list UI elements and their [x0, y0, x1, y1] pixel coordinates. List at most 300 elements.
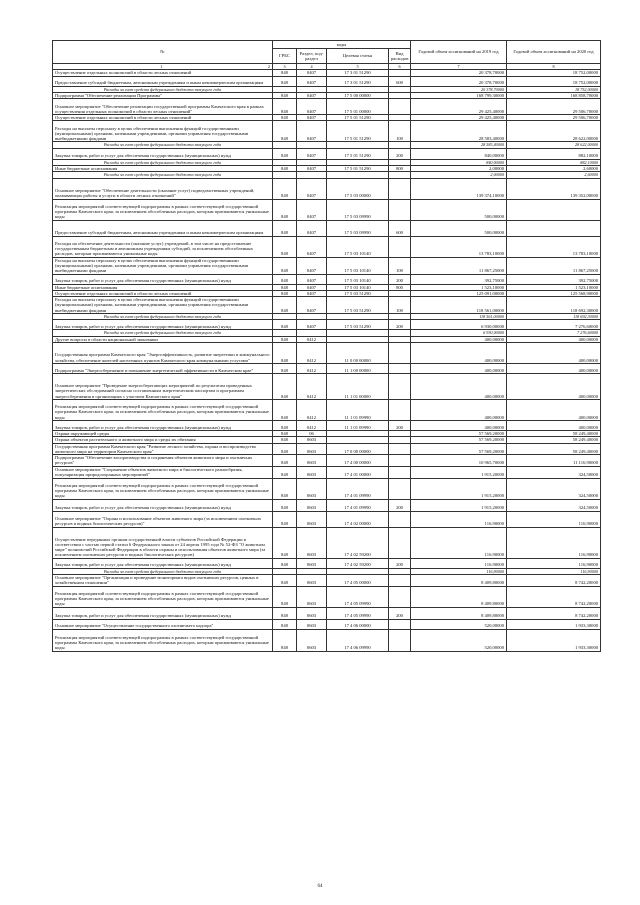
row-name: Расходы на выплаты персоналу в целях обеспечения выполнения функций государственными (муниципальными) органами, казенными учреждениями, органами управления государственными внебюджетными фондами	[53, 121, 273, 142]
row-vid: 100	[389, 257, 411, 274]
row-name: Реализация мероприятий соответствующей подпрограммы в рамках соответствующей государственной программы Камчатского края, за исключением обособленных расходов, которым присваиваются уникальные коды	[53, 629, 273, 651]
row-vid	[389, 99, 411, 115]
table-row	[53, 629, 601, 651]
row-grbs: 848	[273, 527, 297, 558]
row-sum-2019: 8 409,80000	[411, 607, 507, 619]
row-vid	[389, 236, 411, 257]
row-celevaya: 17 5 03 10140	[327, 284, 389, 290]
index-cell: 3	[273, 64, 297, 70]
row-celevaya: 17 5 03 10140	[327, 257, 389, 274]
row-sum-2019: 116,90000	[411, 511, 507, 527]
row-sum-2019: 400,00000	[411, 363, 507, 373]
row-sum-2019: 8 409,80000	[411, 586, 507, 607]
row-vid: 200	[389, 558, 411, 568]
row-sum-2019: 520,00000	[411, 619, 507, 629]
row-grbs: 848	[273, 70, 297, 76]
index-cell: 8	[507, 64, 601, 70]
row-vid	[389, 373, 411, 399]
row-name: Основное мероприятие "Обеспечение деятельности (оказание услуг) подведомственных учреждений, оказывающих работы и услуги в области лесных отношений"	[53, 178, 273, 199]
row-sum-2020: 18 752,00000	[507, 86, 601, 92]
row-sum-2020: 11 867,25000	[507, 257, 601, 274]
row-vid: 200	[389, 499, 411, 511]
row-celevaya: 17 4 05 00000	[327, 575, 389, 587]
row-sum-2019: 139 374,10000	[411, 178, 507, 199]
table-row	[53, 455, 601, 467]
table-row	[53, 178, 601, 199]
row-sum-2019: 125 091,00000	[411, 290, 507, 296]
row-name: Реализация мероприятий соответствующей подпрограммы в рамках соответствующей государственной программы Камчатского края, за исключением обособленных расходов, которым присваиваются уникальные коды	[53, 478, 273, 499]
row-razdel: 0407	[297, 92, 327, 98]
row-celevaya: 17 4 01 00000	[327, 466, 389, 478]
row-celevaya: 17 4 01 09990	[327, 478, 389, 499]
row-sum-2020: 116,90000	[507, 527, 601, 558]
row-razdel: 0407	[297, 76, 327, 86]
row-sum-2020: 18 752,00000	[507, 76, 601, 86]
row-sum-2020: 118 692,30000	[507, 314, 601, 320]
row-grbs: 848	[273, 558, 297, 568]
row-sum-2019: 116,90000	[411, 527, 507, 558]
row-sum-2020: 7 276,60000	[507, 320, 601, 330]
budget-table-page	[52, 40, 600, 652]
header-celevaya: Целевая статья	[327, 49, 389, 64]
row-razdel: 0407	[297, 166, 327, 172]
row-sum-2020: 18 752,00000	[507, 70, 601, 76]
row-grbs: 848	[273, 455, 297, 467]
row-sum-2020: 400,00000	[507, 336, 601, 342]
row-grbs: 848	[273, 320, 297, 330]
table-row	[53, 575, 601, 587]
row-sum-2019: 118 561,00000	[411, 314, 507, 320]
table-row	[53, 466, 601, 478]
row-celevaya: 17 4 06 09990	[327, 629, 389, 651]
row-grbs: 848	[273, 236, 297, 257]
index-cell: 7	[411, 64, 507, 70]
row-name: Расходы за счет средств федерального бюджета текущего года	[53, 86, 273, 92]
row-celevaya: 17 5 03 10140	[327, 274, 389, 284]
row-razdel: 0603	[297, 607, 327, 619]
row-razdel: 0407	[297, 220, 327, 236]
row-sum-2019: 8 409,80000	[411, 575, 507, 587]
row-grbs: 848	[273, 430, 297, 436]
row-name: Закупка товаров, работ и услуг для обеспечения государственных (муниципальных) нужд	[53, 320, 273, 330]
row-grbs: 848	[273, 290, 297, 296]
row-sum-2019: 118 561,00000	[411, 297, 507, 314]
row-razdel: 0603	[297, 437, 327, 443]
row-sum-2019: 1 523,10000	[411, 284, 507, 290]
row-grbs: 848	[273, 336, 297, 342]
table-row	[53, 527, 601, 558]
row-vid	[389, 342, 411, 363]
row-name: Государственная программа Камчатского края "Энергоэффективность, развитие энергетики и коммунального хозяйства, обеспечение жителей населенных пунктов Камчатского края коммунальными услугами"	[53, 342, 273, 363]
row-celevaya: 17 4 01 09990	[327, 499, 389, 511]
row-sum-2020: 58 249,40000	[507, 437, 601, 443]
row-vid	[389, 199, 411, 220]
row-celevaya: 17 4 05 09990	[327, 586, 389, 607]
row-sum-2019: 10 965,70000	[411, 455, 507, 467]
row-razdel: 0407	[297, 320, 327, 330]
row-name: Осуществление отдельных полномочий в области лесных отношений	[53, 70, 273, 76]
row-sum-2020: 324,50000	[507, 466, 601, 478]
table-row	[53, 320, 601, 330]
row-sum-2019: 29 425,40000	[411, 115, 507, 121]
row-vid: 200	[389, 274, 411, 284]
row-name: Государственная программа Камчатского края "Развитие лесного хозяйства, охрана и воспроизводство животного мира на территории Камчатского края"	[53, 443, 273, 455]
row-vid	[389, 478, 411, 499]
row-razdel: 0407	[297, 284, 327, 290]
row-grbs: 848	[273, 607, 297, 619]
row-sum-2020: 168 858,70000	[507, 92, 601, 98]
row-razdel: 0603	[297, 478, 327, 499]
row-sum-2019: 400,00000	[411, 336, 507, 342]
row-vid: 600	[389, 220, 411, 236]
row-name: Закупка товаров, работ и услуг для обеспечения государственных (муниципальных) нужд	[53, 274, 273, 284]
row-sum-2020: 58 249,40000	[507, 430, 601, 436]
row-grbs: 848	[273, 437, 297, 443]
row-sum-2020	[507, 199, 601, 220]
row-name: Реализация мероприятий соответствующей подпрограммы в рамках соответствующей государственной программы Камчатского края, за исключением обособленных расходов, которым присваиваются уникальные коды	[53, 399, 273, 420]
row-sum-2020: 324,50000	[507, 499, 601, 511]
row-razdel: 0412	[297, 336, 327, 342]
row-sum-2020: 324,50000	[507, 478, 601, 499]
row-name: Реализация мероприятий соответствующей подпрограммы в рамках соответствующей государственной программы Камчатского края, за исключением обособленных расходов, которым присваиваются уникальные коды	[53, 586, 273, 607]
index-cell: 4	[297, 64, 327, 70]
row-grbs: 848	[273, 586, 297, 607]
row-sum-2020: 7 276,60000	[507, 330, 601, 336]
row-sum-2019: 13 783,10000	[411, 236, 507, 257]
row-razdel: 0603	[297, 527, 327, 558]
row-razdel: 0407	[297, 121, 327, 142]
row-grbs: 848	[273, 199, 297, 220]
row-vid	[389, 455, 411, 467]
row-sum-2020: 116,90000	[507, 511, 601, 527]
table-row	[53, 511, 601, 527]
table-row	[53, 236, 601, 257]
table-row	[53, 220, 601, 236]
row-sum-2019: 1 915,20000	[411, 466, 507, 478]
table-row	[53, 257, 601, 274]
row-celevaya: 17 5 01 51290	[327, 166, 389, 172]
row-celevaya: 17 3 01 51290	[327, 76, 389, 86]
row-celevaya: 17 4 00 00000	[327, 455, 389, 467]
header-codes: коды	[273, 41, 411, 49]
row-name: Закупка товаров, работ и услуг для обеспечения государственных (муниципальных) нужд	[53, 420, 273, 430]
row-vid: 200	[389, 148, 411, 159]
row-sum-2019: 20 378,70000	[411, 86, 507, 92]
row-name: Реализация мероприятий соответствующей подпрограммы в рамках соответствующей государственной программы Камчатского края, за исключением обособленных расходов, которым присваиваются уникальные коды	[53, 199, 273, 220]
row-grbs: 848	[273, 499, 297, 511]
row-celevaya: 11 0 00 00000	[327, 342, 389, 363]
row-vid	[389, 363, 411, 373]
row-name: Расходы за счет средств федерального бюджета текущего года	[53, 172, 273, 178]
row-sum-2019: 28 583,40000	[411, 142, 507, 148]
row-razdel: 0603	[297, 575, 327, 587]
row-celevaya: 17 5 01 51290	[327, 148, 389, 159]
row-razdel: 0407	[297, 236, 327, 257]
index-cell: 1 2	[53, 64, 273, 70]
row-razdel: 0407	[297, 290, 327, 296]
table-row	[53, 342, 601, 363]
row-grbs: 848	[273, 342, 297, 363]
row-grbs: 848	[273, 76, 297, 86]
row-sum-2019: 116,90000	[411, 558, 507, 568]
row-sum-2019: 400,00000	[411, 373, 507, 399]
row-sum-2020: 28 622,00000	[507, 121, 601, 142]
row-grbs: 848	[273, 297, 297, 314]
row-celevaya: 17 4 02 59200	[327, 527, 389, 558]
row-sum-2020: 882,10000	[507, 159, 601, 165]
row-razdel: 0412	[297, 342, 327, 363]
row-name: Основное мероприятие "Сохранение объектов животного мира и биологического разнообразия, популяризация природоохранных мероприятий"	[53, 466, 273, 478]
row-vid: 200	[389, 320, 411, 330]
table-row	[53, 297, 601, 314]
row-vid	[389, 527, 411, 558]
row-razdel: 0407	[297, 199, 327, 220]
row-vid	[389, 586, 411, 607]
header-sum-2020: Годовой объем ассигнований на 2020 год	[507, 41, 601, 64]
row-name: Расходы за счет средств федерального бюджета текущего года	[53, 142, 273, 148]
row-name: Основное мероприятие "Охрана и использование объектов животного мира (за исключением охотничьих ресурсов и водных биологических ресурсов)"	[53, 511, 273, 527]
row-grbs: 848	[273, 148, 297, 159]
row-name: Основное мероприятие "Проведение энергосберегающих мероприятий по результатам проведенных энергетических обследований согласно составленным энергетическим паспортам и программам энергосбережения в организациях с участием Камчатского края"	[53, 373, 273, 399]
row-celevaya: 17 5 03 00000	[327, 178, 389, 199]
row-razdel: 0412	[297, 420, 327, 430]
row-sum-2020: 1 933,30000	[507, 619, 601, 629]
header-razdel: Раздел, под-раздел	[297, 49, 327, 64]
row-sum-2020: 13 783,10000	[507, 236, 601, 257]
row-name: Другие вопросы в области национальной экономики	[53, 336, 273, 342]
header-vid: Вид расходов	[389, 49, 411, 64]
row-sum-2019: 20 378,70000	[411, 76, 507, 86]
row-grbs: 848	[273, 478, 297, 499]
row-sum-2020: 29 506,70000	[507, 99, 601, 115]
table-row	[53, 478, 601, 499]
row-sum-2020: 1 523,10000	[507, 284, 601, 290]
row-sum-2020: 118 692,30000	[507, 297, 601, 314]
row-celevaya: 11 1 01 00000	[327, 373, 389, 399]
row-razdel: 0603	[297, 586, 327, 607]
row-celevaya: 11 1 01 09990	[327, 399, 389, 420]
row-name: Подпрограмма "Энергосбережение и повышение энергетической эффективности в Камчатском крае"	[53, 363, 273, 373]
row-sum-2020: 8 742,20000	[507, 586, 601, 607]
table-row	[53, 373, 601, 399]
row-name: Основное мероприятие "Осуществление государственного охотничьего надзора"	[53, 619, 273, 629]
row-name: Основное мероприятие "Обеспечение реализации государственной программы Камчатского края в рамках осуществления отдельных полномочий в области лесных отношений"	[53, 99, 273, 115]
table-row	[53, 607, 601, 619]
row-sum-2020: 400,00000	[507, 342, 601, 363]
row-grbs: 848	[273, 220, 297, 236]
row-grbs: 848	[273, 284, 297, 290]
header-number: №	[53, 41, 273, 64]
row-vid	[389, 466, 411, 478]
row-sum-2019: 11 867,25000	[411, 257, 507, 274]
row-celevaya: 17 4 02 59200	[327, 558, 389, 568]
row-sum-2019: 28 583,40000	[411, 121, 507, 142]
page-number: 64	[317, 884, 323, 889]
row-grbs: 848	[273, 257, 297, 274]
table-row	[53, 363, 601, 373]
index-cell: 6	[389, 64, 411, 70]
row-sum-2020: 2,60000	[507, 166, 601, 172]
row-razdel: 0603	[297, 629, 327, 651]
row-sum-2019: 400,00000	[411, 420, 507, 430]
row-grbs: 848	[273, 166, 297, 172]
row-name: Иные бюджетные ассигнования	[53, 166, 273, 172]
row-sum-2019: 1 915,20000	[411, 478, 507, 499]
row-sum-2020: 8 742,20000	[507, 607, 601, 619]
row-vid: 100	[389, 297, 411, 314]
row-sum-2019: 6 930,00000	[411, 320, 507, 330]
table-row	[53, 619, 601, 629]
row-sum-2020: 11 116,90000	[507, 455, 601, 467]
row-name: Расходы на выплаты персоналу в целях обеспечения выполнения функций государственными (муниципальными) органами, казенными учреждениями, органами управления государственными внебюджетными фондами	[53, 297, 273, 314]
row-sum-2020: 400,00000	[507, 399, 601, 420]
row-razdel: 0407	[297, 178, 327, 199]
row-celevaya: 17 5 03 09990	[327, 220, 389, 236]
row-vid	[389, 178, 411, 199]
row-razdel: 0407	[297, 99, 327, 115]
row-name: Подпрограмма "Обеспечение воспроизводства и сохранения объектов животного мира и охотничьих ресурсов"	[53, 455, 273, 467]
row-sum-2019: 1 915,20000	[411, 499, 507, 511]
row-vid: 600	[389, 76, 411, 86]
row-sum-2020: 139 352,00000	[507, 178, 601, 199]
row-razdel: 0603	[297, 443, 327, 455]
row-celevaya: 17 5 03 10140	[327, 236, 389, 257]
row-grbs: 848	[273, 178, 297, 199]
row-grbs: 848	[273, 363, 297, 373]
row-celevaya: 17 5 03 51290	[327, 297, 389, 314]
row-grbs: 848	[273, 466, 297, 478]
row-sum-2020: 58 249,40000	[507, 443, 601, 455]
row-celevaya: 11 1 00 00000	[327, 363, 389, 373]
row-razdel: 0412	[297, 399, 327, 420]
row-grbs: 848	[273, 399, 297, 420]
row-vid	[389, 629, 411, 651]
row-sum-2019: 29 425,40000	[411, 99, 507, 115]
row-celevaya: 17 3 01 51290	[327, 70, 389, 76]
row-sum-2020: 400,00000	[507, 363, 601, 373]
table-row	[53, 443, 601, 455]
row-vid	[389, 575, 411, 587]
row-grbs: 848	[273, 373, 297, 399]
row-sum-2019: 500,00000	[411, 199, 507, 220]
row-name: Предоставление субсидий бюджетным, автономным учреждениям и иным некоммерческим организациям	[53, 76, 273, 86]
row-celevaya: 17 4 02 00000	[327, 511, 389, 527]
row-vid	[389, 511, 411, 527]
row-celevaya: 17 5 03 51290	[327, 320, 389, 330]
table-row	[53, 420, 601, 430]
row-grbs: 848	[273, 443, 297, 455]
row-celevaya: 17 5 01 51290	[327, 115, 389, 121]
row-sum-2020: 116,90000	[507, 568, 601, 574]
row-name: Закупка товаров, работ и услуг для обеспечения государственных (муниципальных) нужд	[53, 148, 273, 159]
row-razdel: 0603	[297, 499, 327, 511]
row-razdel: 0412	[297, 363, 327, 373]
row-sum-2020: 1 933,30000	[507, 629, 601, 651]
row-sum-2020: 125 568,90000	[507, 290, 601, 296]
row-name: Расходы за счет средств федерального бюджета текущего года	[53, 314, 273, 320]
row-vid: 100	[389, 121, 411, 142]
row-vid	[389, 619, 411, 629]
row-vid	[389, 443, 411, 455]
row-vid: 800	[389, 284, 411, 290]
row-sum-2019: 6 930,00000	[411, 330, 507, 336]
table-row	[53, 586, 601, 607]
row-sum-2019: 520,00000	[411, 629, 507, 651]
row-name: Иные бюджетные ассигнования	[53, 284, 273, 290]
row-sum-2020: 8 742,20000	[507, 575, 601, 587]
row-sum-2019: 840,00000	[411, 148, 507, 159]
row-sum-2019: 20 378,70000	[411, 70, 507, 76]
row-name: Закупка товаров, работ и услуг для обеспечения государственных (муниципальных) нужд	[53, 607, 273, 619]
row-name: Осуществление отдельных полномочий в области лесных отношений	[53, 115, 273, 121]
row-sum-2019: 57 569,20000	[411, 443, 507, 455]
row-sum-2020: 882,10000	[507, 148, 601, 159]
row-celevaya: 17 4 05 09990	[327, 607, 389, 619]
row-grbs: 848	[273, 420, 297, 430]
table-body	[53, 70, 601, 651]
row-razdel: 0603	[297, 511, 327, 527]
index-cell: 5	[327, 64, 389, 70]
row-name: Расходы на выплаты персоналу в целях обеспечения выполнения функций государственными (муниципальными) органами, казенными учреждениями, органами управления государственными внебюджетными фондами	[53, 257, 273, 274]
row-celevaya: 11 1 01 09990	[327, 420, 389, 430]
row-grbs: 848	[273, 121, 297, 142]
row-celevaya: 17 5 03 09990	[327, 199, 389, 220]
row-celevaya: 17 5 00 00000	[327, 92, 389, 98]
table-row	[53, 99, 601, 115]
row-sum-2019: 392,75000	[411, 274, 507, 284]
row-celevaya: 17 5 03 51290	[327, 290, 389, 296]
table-row	[53, 199, 601, 220]
row-razdel: 0412	[297, 373, 327, 399]
row-sum-2019: 2,00000	[411, 166, 507, 172]
row-vid: 200	[389, 420, 411, 430]
row-celevaya: 17 4 06 00000	[327, 619, 389, 629]
row-name: Охрана объектов растительного и животного мира и среды их обитания	[53, 437, 273, 443]
row-name: Осуществление переданных органам государственной власти субъектов Российской Федерации в соответствии с частью первой статьи 6 Федерального закона от 24 апреля 1995 года № 52-ФЗ "О животном мире" полномочий Российской Федерации в области охраны и использования объектов животного мира (за исключением охотничьих ресурсов и водных биологических ресурсов)	[53, 527, 273, 558]
table-row	[53, 499, 601, 511]
row-razdel: 0407	[297, 115, 327, 121]
row-sum-2020: 2,60000	[507, 172, 601, 178]
row-sum-2019: 116,90000	[411, 568, 507, 574]
row-grbs: 848	[273, 92, 297, 98]
row-celevaya: 17 5 01 51290	[327, 121, 389, 142]
row-name: Расходы за счет средств федерального бюджета текущего года	[53, 330, 273, 336]
row-sum-2020: 116,90000	[507, 558, 601, 568]
row-name: Расходы за счет средств федерального бюджета текущего года	[53, 568, 273, 574]
row-sum-2019: 168 799,30000	[411, 92, 507, 98]
row-grbs: 848	[273, 274, 297, 284]
row-vid: 200	[389, 607, 411, 619]
row-razdel: 0407	[297, 148, 327, 159]
table-row	[53, 76, 601, 86]
row-vid	[389, 399, 411, 420]
row-name: Предоставление субсидий бюджетным, автономным учреждениям и иным некоммерческим организациям	[53, 220, 273, 236]
row-grbs: 848	[273, 629, 297, 651]
row-sum-2019: 500,00000	[411, 220, 507, 236]
row-celevaya: 17 0 00 00000	[327, 443, 389, 455]
row-sum-2019: 57 569,20000	[411, 430, 507, 436]
row-sum-2020: 29 506,70000	[507, 115, 601, 121]
row-razdel: 0603	[297, 558, 327, 568]
row-razdel: 0407	[297, 257, 327, 274]
budget-table	[52, 40, 601, 652]
row-razdel: 06	[297, 430, 327, 436]
row-sum-2019: 400,00000	[411, 342, 507, 363]
row-razdel: 0603	[297, 466, 327, 478]
row-grbs: 848	[273, 619, 297, 629]
row-name: Подпрограмма "Обеспечение реализации Программы"	[53, 92, 273, 98]
row-sum-2019: 400,00000	[411, 399, 507, 420]
